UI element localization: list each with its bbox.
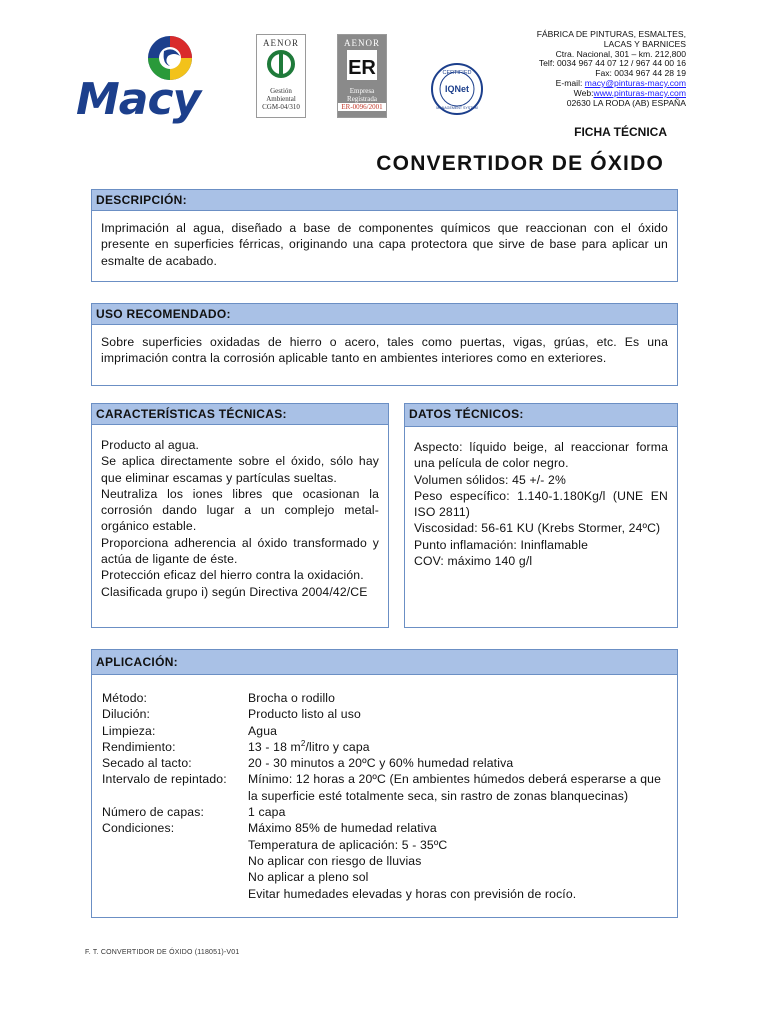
row-key: Secado al tacto: xyxy=(102,756,192,771)
list-item: Proporciona adherencia al óxido transformado y actúa de ligante de éste. xyxy=(101,535,379,567)
section-heading: DESCRIPCIÓN: xyxy=(92,190,677,211)
iqnet-name-text: IQNet xyxy=(444,84,470,94)
section-heading: USO RECOMENDADO: xyxy=(92,304,677,325)
company-address: Ctra. Nacional, 301 – km. 212,800 xyxy=(555,48,686,59)
aplicacion-section xyxy=(91,649,678,918)
section-text: Imprimación al agua, diseñado a base de componentes químicos que reaccionan con el óxido presente en superficies férricas, originando una capa protectora que sirve de base para aplicar un esmalte de acabado. xyxy=(101,221,668,268)
section-heading: CARACTERÍSTICAS TÉCNICAS: xyxy=(92,404,388,425)
aplicacion-row xyxy=(102,739,677,755)
web-link[interactable]: www.pinturas-macy.com xyxy=(593,87,686,98)
row-key: Condiciones: xyxy=(102,821,175,836)
row-value: Mínimo: 12 horas a 20ºC (En ambientes húmedos deberá esperarse a que la superficie esté totalmente seca, sin rastro de zonas blanquecinas) xyxy=(248,772,662,803)
company-fax: Fax: 0034 967 44 28 19 xyxy=(595,68,686,79)
descripcion-section xyxy=(91,189,678,282)
macy-logo xyxy=(76,34,232,125)
list-item: Clasificada grupo i) según Directiva 2004/42/CE xyxy=(101,584,368,599)
aplicacion-row xyxy=(102,771,677,804)
footer-reference: F. T. CONVERTIDOR DE ÓXIDO (118051)-V01 xyxy=(85,949,240,956)
web-label: Web: xyxy=(573,87,594,98)
row-value xyxy=(248,820,677,901)
iqnet-seal-icon xyxy=(430,62,484,116)
rend-value: 13 - 18 m xyxy=(248,739,301,754)
row-value: Agua xyxy=(248,723,278,738)
list-item: Se aplica directamente sobre el óxido, sólo hay que eliminar escamas y partículas sueltas. xyxy=(101,454,379,485)
row-value xyxy=(248,739,677,755)
row-key: Intervalo de repintado: xyxy=(102,772,227,787)
iqnet-bottom-text: MANAGEMENT SYSTEM xyxy=(436,106,478,110)
row-value: Brocha o rodillo xyxy=(248,691,336,705)
email-link[interactable]: macy@pinturas-macy.com xyxy=(584,77,686,88)
row-key: Rendimiento: xyxy=(102,739,176,754)
company-line: LACAS Y BARNICES xyxy=(603,38,686,49)
list-item: Viscosidad: 56-61 KU (Krebs Stormer, 24ºC) xyxy=(414,521,661,536)
badge-label: Ambiental xyxy=(266,95,296,103)
section-heading: DATOS TÉCNICOS: xyxy=(405,404,677,427)
aenor-gestion-ambiental-badge xyxy=(256,34,306,118)
row-value: Producto listo al uso xyxy=(248,707,361,722)
list-item: Neutraliza los iones libres que ocasionan la corrosión dando lugar a un complejo metal-orgánico estable. xyxy=(101,486,379,534)
company-city: 02630 LA RODA (AB) ESPAÑA xyxy=(566,97,686,108)
aplicacion-row xyxy=(102,820,677,901)
company-info xyxy=(537,30,686,108)
condition-item: No aplicar con riesgo de lluvias xyxy=(248,853,422,868)
macy-wordmark: Macy xyxy=(76,74,201,125)
svg-text:ER: ER xyxy=(348,57,376,79)
badge-org: AENOR xyxy=(344,38,380,48)
datos-tecnicos-section xyxy=(404,403,678,628)
condition-item: Máximo 85% de humedad relativa xyxy=(248,821,437,836)
section-text: Sobre superficies oxidadas de hierro o acero, tales como puertas, vigas, grúas, etc. Es una imprimación contra la corrosión aplicable tanto en ambientes interiores como en exteriores. xyxy=(101,335,668,366)
aplicacion-row xyxy=(102,723,677,739)
condition-item: No aplicar a pleno sol xyxy=(248,870,369,885)
aplicacion-row xyxy=(102,706,677,722)
aplicacion-table xyxy=(92,675,677,902)
row-key: Número de capas: xyxy=(102,805,204,820)
badge-org: AENOR xyxy=(263,38,299,48)
company-phone: Telf: 0034 967 44 07 12 / 967 44 00 16 xyxy=(538,58,686,69)
list-item: Aspecto: líquido beige, al reaccionar forma una película de color negro. xyxy=(414,440,668,471)
iqnet-certified-badge xyxy=(430,62,484,116)
caracteristicas-list xyxy=(92,425,388,600)
condition-item: Evitar humedades elevadas y horas con previsión de rocío. xyxy=(248,886,577,901)
aplicacion-row xyxy=(102,755,677,771)
list-item: Producto al agua. xyxy=(101,438,200,452)
iqnet-top-text: CERTIFIED xyxy=(442,70,472,76)
row-key: Dilución: xyxy=(102,707,151,722)
list-item: Volumen sólidos: 45 +/- 2% xyxy=(414,472,566,487)
row-key: Limpieza: xyxy=(102,723,156,738)
datos-list xyxy=(405,427,677,569)
list-item: Peso específico: 1.140-1.180Kg/l (UNE EN ISO 2811) xyxy=(414,488,668,520)
row-value: 1 capa xyxy=(248,805,286,820)
badge-label: Empresa xyxy=(349,87,375,95)
aenor-empresa-registrada-badge xyxy=(337,34,387,118)
section-heading: APLICACIÓN: xyxy=(92,650,677,675)
aplicacion-row xyxy=(102,690,677,706)
caracteristicas-section xyxy=(91,403,389,628)
er-logo-icon xyxy=(345,48,379,82)
badge-label: Gestión xyxy=(270,87,292,95)
row-value: 20 - 30 minutos a 20ºC y 60% humedad relativa xyxy=(248,756,514,771)
rend-superscript: 2 xyxy=(300,738,306,748)
list-item: COV: máximo 140 g/l xyxy=(414,554,533,569)
email-label: E-mail: xyxy=(555,77,585,88)
list-item: Protección eficaz del hierro contra la oxidación. xyxy=(101,568,364,583)
badge-code: ER-0096/2001 xyxy=(338,103,386,111)
row-key: Método: xyxy=(102,691,148,705)
list-item: Punto inflamación: Ininflamable xyxy=(414,537,589,552)
company-line: FÁBRICA DE PINTURAS, ESMALTES, xyxy=(536,29,686,39)
condition-item: Temperatura de aplicación: 5 - 35ºC xyxy=(248,837,448,852)
gestion-ambiental-icon xyxy=(266,48,296,82)
rend-unit: /litro y capa xyxy=(305,739,370,754)
doc-type: FICHA TÉCNICA xyxy=(574,125,667,139)
uso-recomendado-section xyxy=(91,303,678,386)
badge-label: Registrada xyxy=(347,95,377,103)
aplicacion-row xyxy=(102,804,677,820)
page-title: CONVERTIDOR DE ÓXIDO xyxy=(376,152,664,175)
badge-code: CGM-04/310 xyxy=(262,103,300,111)
